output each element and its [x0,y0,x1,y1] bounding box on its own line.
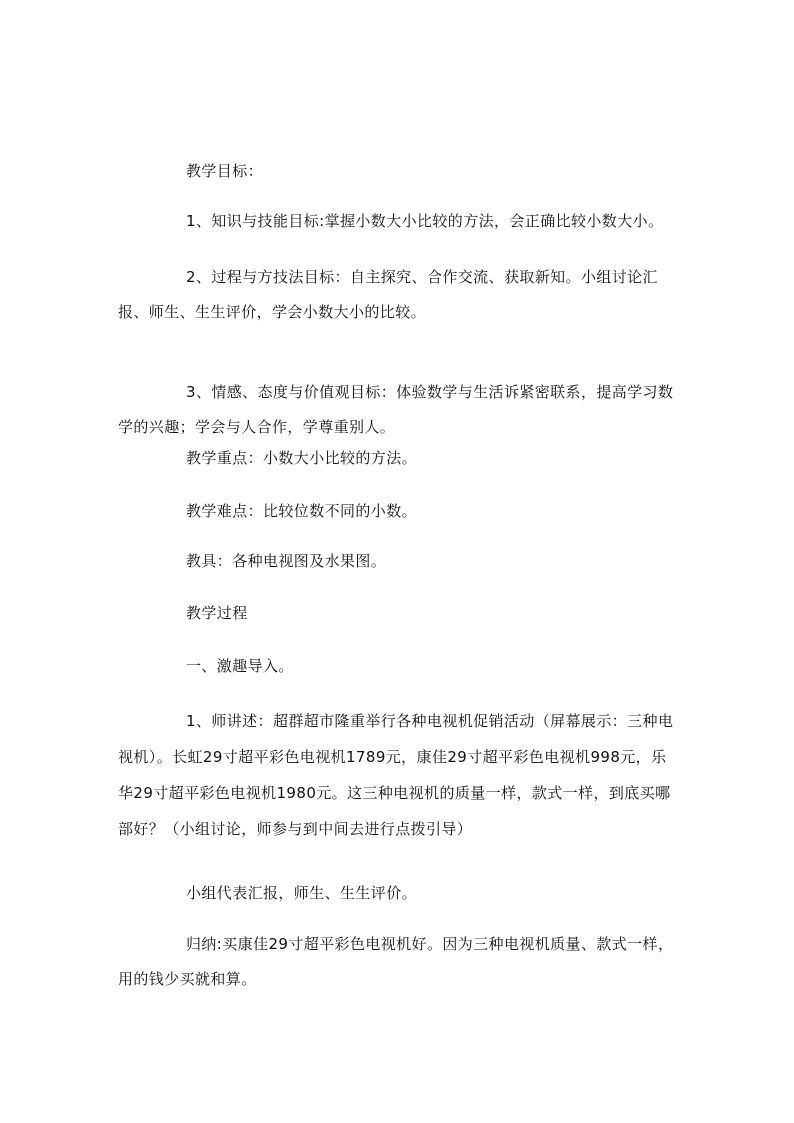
objectives-heading: 教学目标： [186,162,264,180]
key-point: 教学重点：小数大小比较的方法。 [186,449,418,467]
summary-paragraph: 归纳:买康佳29寸超平彩色电视机好。因为三种电视机质量、款式一样，用的钱少买就和算。 [118,935,674,988]
objective-knowledge-skills: 1、知识与技能目标:掌握小数大小比较的方法，会正确比较小数大小。 [186,212,664,230]
teaching-aids: 教具：各种电视图及水果图。 [186,552,387,570]
step-one-story: 1、师讲述：超群超市隆重举行各种电视机促销活动（屏幕展示：三种电视机）。长虹29寸超平彩色电视机1789元，康佳29寸超平彩色电视机998元，乐华29寸超平彩色电视机1980元。这三种电视机的质量一样，款式一样，到底买哪部好？（小组讨论，师参与到中间去进行点拨引导） [118,712,674,838]
objective-process-method: 2、过程与方技法目标：自主探究、合作交流、获取新知。小组讨论汇报、师生、生生评价，学会小数大小的比较。 [118,268,658,321]
group-report: 小组代表汇报，师生、生生评价。 [186,884,418,902]
step-one-heading: 一、激趣导入。 [186,657,294,675]
difficulty-point: 教学难点：比较位数不同的小数。 [186,502,418,520]
process-heading: 教学过程 [186,604,248,622]
objective-emotion-attitude: 3、情感、态度与价值观目标：体验数学与生活诉紧密联系，提高学习数学的兴趣；学会与人合作，学尊重别人。 [118,383,674,436]
